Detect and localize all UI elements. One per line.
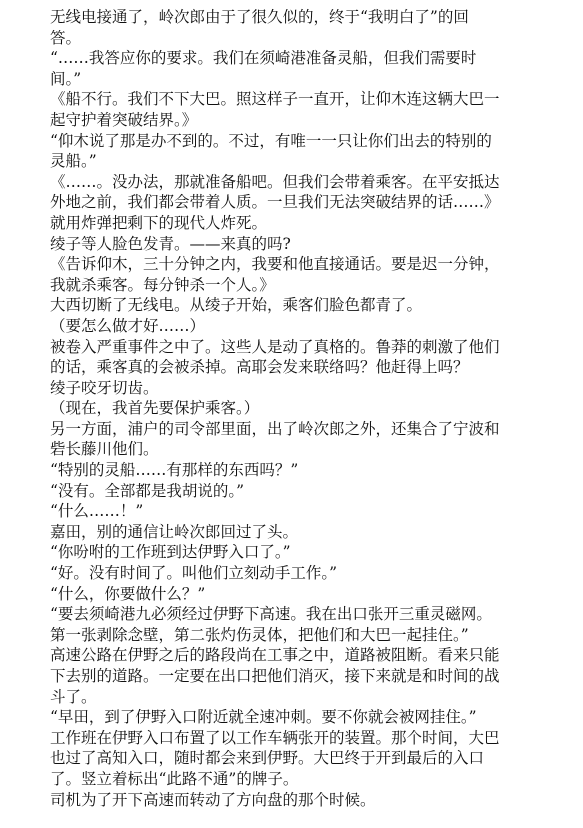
text-line: 绫子等人脸色发青。——来真的吗?	[50, 234, 291, 253]
text-line: 第一张剥除念壁，第二张灼伤灵体，把他们和大巴一起挂住。”	[50, 625, 469, 644]
text-line: 高速公路在伊野之后的路段尚在工事之中，道路被阻断。看来只能	[50, 646, 500, 665]
text-line: 绫子咬牙切齿。	[50, 378, 159, 397]
text-line: “特别的灵船……有那样的东西吗？”	[50, 461, 299, 480]
text-line: 了。竖立着标出“此路不通”的牌子。	[50, 769, 299, 788]
text-line: “早田，到了伊野入口附近就全速冲刺。要不你就会被网挂住。”	[50, 708, 477, 727]
text-line: 外地之前，我们都会带着人质。一旦我们无法突破结界的话……》	[50, 193, 500, 212]
text-line: “什么……！”	[50, 502, 144, 521]
text-line: 砦长藤川他们。	[50, 440, 159, 459]
text-line: 无线电接通了，岭次郎由于了很久似的，终于“我明白了”的回	[50, 8, 469, 26]
text-line: 被卷入严重事件之中了。这些人是动了真格的。鲁莽的刺激了他们	[50, 337, 500, 356]
body-text	[50, 7, 546, 810]
text-line: 工作班在伊野入口布置了以工作车辆张开的装置。那个时间，大巴	[50, 728, 500, 747]
text-line: （要怎么做才好……）	[50, 316, 206, 335]
text-line: 《告诉仰木，三十分钟之内，我要和他直接通话。要是迟一分钟，	[50, 255, 500, 274]
text-line: 嘉田，别的通信让岭次郎回过了头。	[50, 522, 299, 541]
text-line: 司机为了开下高速而转动了方向盘的那个时候。	[50, 790, 376, 809]
text-line: 的话，乘客真的会被杀掉。高耶会发来联络吗？他赶得上吗？	[50, 358, 469, 377]
text-line: 就用炸弹把剩下的现代人炸死。	[50, 213, 268, 232]
text-line: “仰木说了那是办不到的。不过，有唯一一只让你们出去的特别的	[50, 131, 492, 150]
text-line: 答。	[50, 28, 82, 47]
text-line: （现在，我首先要保护乘客。）	[50, 399, 260, 418]
text-line: 间。”	[50, 69, 82, 88]
text-line: 下去别的道路。一定要在出口把他们消灭，接下来就是和时间的战	[50, 667, 500, 685]
text-line: “你吩咐的工作班到达伊野入口了。”	[50, 543, 291, 562]
text-line: “什么，你要做什么？”	[50, 584, 206, 603]
text-line: 《船不行。我们不下大巴。照这样子一直开，让仰木连这辆大巴一	[50, 90, 500, 109]
text-line: “没有。全部都是我胡说的。”	[50, 481, 245, 500]
text-line: 起守护着突破结界。》	[50, 110, 198, 129]
text-line: 大西切断了无线电。从绫子开始，乘客们脸色都青了。	[50, 296, 423, 315]
text-line: 也过了高知入口，随时都会来到伊野。大巴终于开到最后的入口	[50, 749, 485, 768]
text-line: “要去须崎港九必须经过伊野下高速。我在出口张开三重灵磁网。	[50, 605, 492, 624]
text-line: 另一方面，浦户的司令部里面，出了岭次郎之外，还集合了宁波和	[50, 419, 500, 438]
text-line: 我就杀乘客。每分钟杀一个人。》	[50, 275, 275, 294]
text-line: “……我答应你的要求。我们在须崎港准备灵船，但我们需要时	[50, 49, 477, 68]
text-line: 灵船。”	[50, 152, 97, 171]
text-line: “好。没有时间了。叫他们立刻动手工作。”	[50, 564, 338, 583]
text-line: 斗了。	[50, 687, 97, 706]
text-line: 《……。没办法，那就准备船吧。但我们会带着乘客。在平安抵达	[50, 172, 500, 191]
